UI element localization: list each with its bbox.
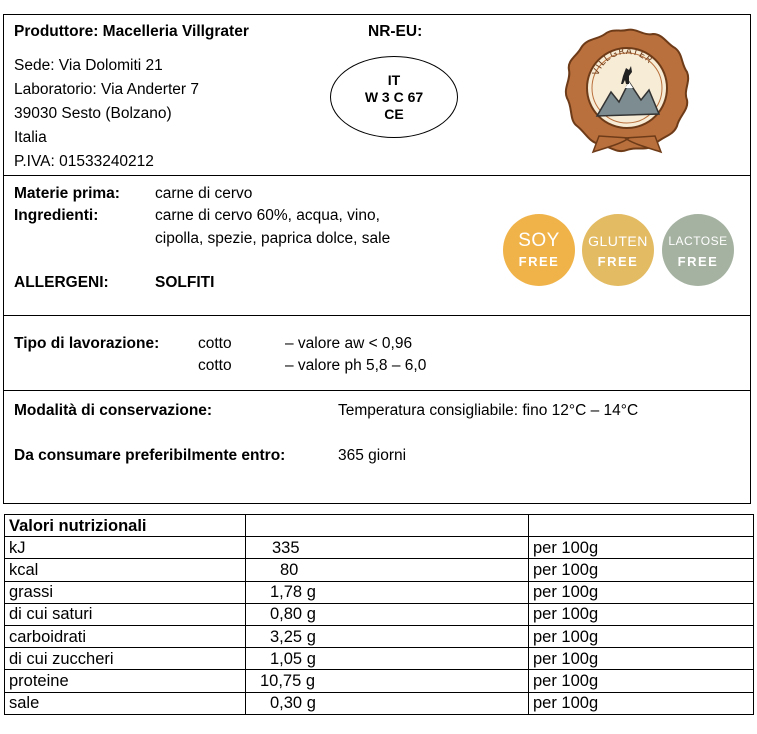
table-row — [5, 581, 754, 603]
lavorazione-label: Tipo di lavorazione: — [14, 335, 160, 352]
table-row — [5, 559, 754, 581]
nutrient-value: 0,80 g — [246, 603, 529, 625]
nutrient-unit: per 100g — [529, 692, 754, 714]
table-header-row — [5, 515, 754, 537]
nutrient-value: 335 — [246, 537, 529, 559]
address-country: Italia — [14, 129, 47, 146]
lavorazione-value: – valore aw < 0,96 — [285, 335, 413, 352]
table-row — [5, 537, 754, 559]
eu-mark-country: IT — [387, 71, 401, 88]
nutrient-value: 10,75 g — [246, 670, 529, 692]
nutrient-value: 1,05 g — [246, 648, 529, 670]
nutrient-value: 80 — [246, 559, 529, 581]
badge-bottom: FREE — [518, 254, 560, 269]
nutrient-value: 1,78 g — [246, 581, 529, 603]
header-cell — [246, 515, 529, 537]
ingredienti-line-1: carne di cervo 60%, acqua, vino, — [155, 207, 380, 224]
badge-top: GLUTEN — [588, 233, 648, 249]
logo-text: VILLGRATER — [591, 46, 655, 78]
producer-name: Produttore: Macelleria Villgrater — [14, 23, 249, 40]
nutrient-name: grassi — [5, 581, 246, 603]
nutrient-name: sale — [5, 692, 246, 714]
table-row — [5, 692, 754, 714]
lactose-free-badge — [662, 214, 734, 286]
ingredienti-line-2: cipolla, spezie, paprica dolce, sale — [155, 230, 391, 247]
badge-bottom: FREE — [597, 254, 639, 269]
nr-eu-label: NR-EU: — [368, 23, 423, 40]
materie-label: Materie prima: — [14, 185, 120, 202]
nutrient-name: carboidrati — [5, 625, 246, 647]
nutrient-name: proteine — [5, 670, 246, 692]
consumo-label: Da consumare preferibilmente entro: — [14, 447, 286, 464]
eu-mark-ce: CE — [384, 105, 404, 122]
table-row — [5, 670, 754, 692]
nutrient-name: di cui saturi — [5, 603, 246, 625]
badge-top: LACTOSE — [668, 234, 728, 248]
eu-mark-code: W 3 C 67 — [364, 88, 424, 105]
divider — [3, 175, 751, 176]
eu-health-mark — [330, 56, 458, 138]
nutrient-value: 0,30 g — [246, 692, 529, 714]
ingredienti-label: Ingredienti: — [14, 207, 99, 224]
nutrient-name: kcal — [5, 559, 246, 581]
address-city: 39030 Sesto (Bolzano) — [14, 105, 172, 122]
table-row — [5, 603, 754, 625]
consumo-value: 365 giorni — [338, 447, 407, 464]
conservazione-label: Modalità di conservazione: — [14, 402, 213, 419]
header-cell — [529, 515, 754, 537]
divider — [3, 390, 751, 391]
nutrient-unit: per 100g — [529, 670, 754, 692]
allergeni-label: ALLERGENI: — [14, 274, 109, 291]
nutrient-unit: per 100g — [529, 581, 754, 603]
table-row — [5, 648, 754, 670]
table-row — [5, 625, 754, 647]
nutrient-unit: per 100g — [529, 648, 754, 670]
nutrient-unit: per 100g — [529, 559, 754, 581]
address-sede: Sede: Via Dolomiti 21 — [14, 57, 163, 74]
soy-free-badge — [503, 214, 575, 286]
nutrient-unit: per 100g — [529, 603, 754, 625]
divider — [3, 315, 751, 316]
badge-bottom: FREE — [677, 254, 719, 269]
nutrition-table — [4, 514, 754, 715]
lavorazione-type: cotto — [198, 335, 232, 352]
nutrient-unit: per 100g — [529, 625, 754, 647]
villgrater-logo — [563, 26, 691, 156]
nutrition-title: Valori nutrizionali — [5, 515, 246, 537]
nutrient-value: 3,25 g — [246, 625, 529, 647]
nutrient-unit: per 100g — [529, 537, 754, 559]
materie-value: carne di cervo — [155, 185, 253, 202]
lavorazione-value: – valore ph 5,8 – 6,0 — [285, 357, 427, 374]
badge-top: SOY — [518, 230, 560, 251]
gluten-free-badge — [582, 214, 654, 286]
allergeni-value: SOLFITI — [155, 274, 215, 291]
conservazione-value: Temperatura consigliabile: fino 12°C – 14°C — [338, 402, 639, 419]
address-laboratorio: Laboratorio: Via Anderter 7 — [14, 81, 199, 98]
vat-number: P.IVA: 01533240212 — [14, 153, 154, 170]
nutrient-name: kJ — [5, 537, 246, 559]
lavorazione-type: cotto — [198, 357, 232, 374]
nutrient-name: di cui zuccheri — [5, 648, 246, 670]
